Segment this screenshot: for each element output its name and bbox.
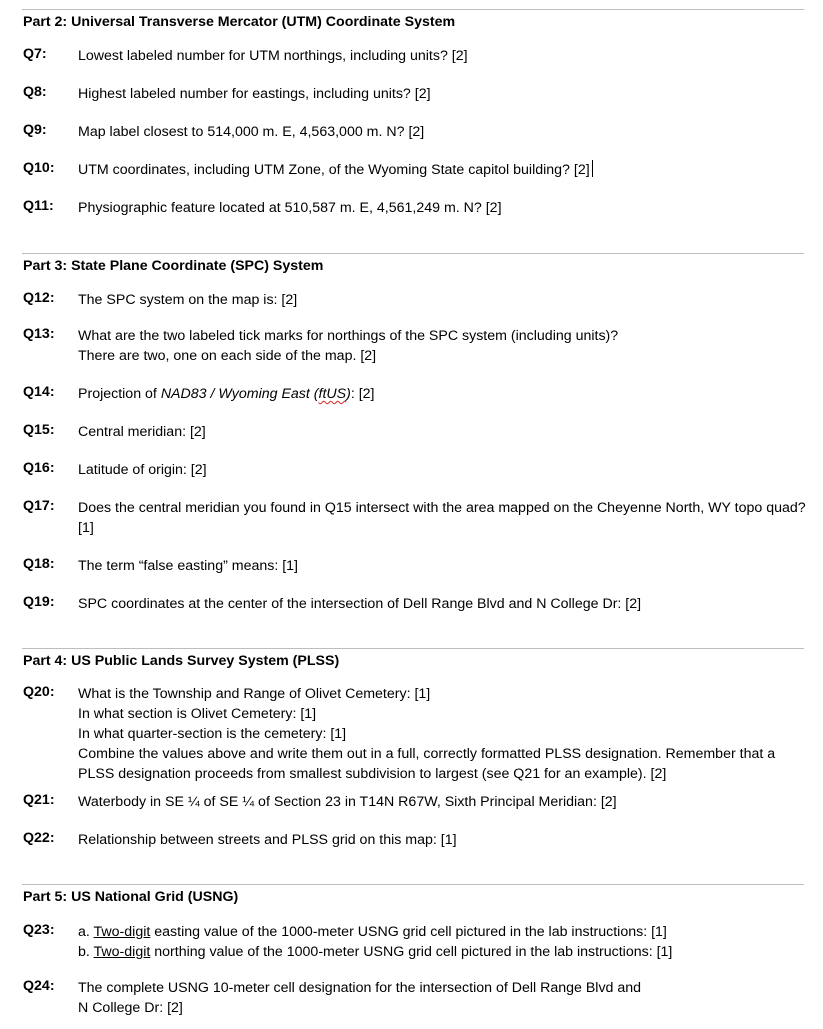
question-text: The term “false easting” means: [1] bbox=[78, 558, 298, 574]
question-part-b: b. Two-digit northing value of the 1000-meter USNG grid cell pictured in the lab instructions: [1] bbox=[78, 944, 673, 960]
projection-name: NAD83 / Wyoming East ( bbox=[160, 386, 319, 402]
question-number: Q22: bbox=[23, 830, 55, 846]
question-text-line1: What is the Township and Range of Olivet Cemetery: [1] bbox=[78, 686, 431, 702]
question-number: Q15: bbox=[23, 422, 55, 438]
question-text: Highest labeled number for eastings, including units? [2] bbox=[78, 86, 431, 102]
question-text: Waterbody in SE ¼ of SE ¼ of Section 23 in T14N R67W, Sixth Principal Meridian: [2] bbox=[78, 794, 617, 810]
question-number: Q12: bbox=[23, 290, 55, 306]
divider-part5 bbox=[22, 884, 804, 885]
question-text: Physiographic feature located at 510,587 m. E, 4,561,249 m. N? [2] bbox=[78, 200, 502, 216]
question-number: Q21: bbox=[23, 792, 55, 808]
question-text: Lowest labeled number for UTM northings, including units? [2] bbox=[78, 48, 468, 64]
question-number: Q8: bbox=[23, 84, 47, 100]
question-text: Does the central meridian you found in Q15 intersect with the area mapped on the Cheyenne North, WY topo quad? [1] bbox=[78, 500, 806, 536]
question-text-line2: N College Dr: [2] bbox=[78, 1000, 183, 1016]
question-text: UTM coordinates, including UTM Zone, of the Wyoming State capitol building? [2] bbox=[78, 162, 590, 178]
underlined-term: Two-digit bbox=[93, 944, 151, 960]
divider-part3 bbox=[22, 253, 804, 254]
question-text: SPC coordinates at the center of the intersection of Dell Range Blvd and N College Dr: [2] bbox=[78, 596, 642, 612]
underlined-term: Two-digit bbox=[93, 924, 151, 940]
question-text-suffix: : [2] bbox=[350, 386, 375, 402]
question-number: Q23: bbox=[23, 922, 55, 938]
question-text-line1: What are the two labeled tick marks for northings of the SPC system (including units)? bbox=[78, 328, 619, 344]
question-text-line2: In what section is Olivet Cemetery: [1] bbox=[78, 706, 317, 722]
question-text: Central meridian: [2] bbox=[78, 424, 206, 440]
question-text-line4: Combine the values above and write them out in a full, correctly formatted PLSS designation. Remember that a PLSS designation proceeds from smallest subdivision to largest (see Q21 for an example). [2] bbox=[78, 746, 776, 782]
question-text: The SPC system on the map is: [2] bbox=[78, 292, 298, 308]
question-text-line1: The complete USNG 10-meter cell designation for the intersection of Dell Range Blvd and bbox=[78, 980, 642, 996]
question-number: Q17: bbox=[23, 498, 55, 514]
divider-part2 bbox=[22, 9, 804, 10]
question-number: Q18: bbox=[23, 556, 55, 572]
part5-heading: Part 5: US National Grid (USNG) bbox=[23, 889, 239, 905]
question-number: Q20: bbox=[23, 684, 55, 700]
question-number: Q10: bbox=[23, 160, 55, 176]
spellcheck-flagged-word: ftUS bbox=[318, 386, 347, 402]
question-text: Relationship between streets and PLSS grid on this map: [1] bbox=[78, 832, 457, 848]
divider-part4 bbox=[22, 648, 804, 649]
question-number: Q13: bbox=[23, 326, 55, 342]
question-number: Q24: bbox=[23, 978, 55, 994]
question-text-line3: In what quarter-section is the cemetery: [1] bbox=[78, 726, 347, 742]
question-text-prefix: Projection of bbox=[78, 386, 161, 402]
question-number: Q19: bbox=[23, 594, 55, 610]
projection-name-close: ) bbox=[346, 386, 351, 402]
question-number: Q14: bbox=[23, 384, 55, 400]
part3-heading: Part 3: State Plane Coordinate (SPC) System bbox=[23, 258, 324, 274]
question-number: Q7: bbox=[23, 46, 47, 62]
question-number: Q11: bbox=[23, 198, 54, 214]
part2-heading: Part 2: Universal Transverse Mercator (UTM) Coordinate System bbox=[23, 14, 456, 30]
question-number: Q16: bbox=[23, 460, 55, 476]
question-text: Latitude of origin: [2] bbox=[78, 462, 207, 478]
question-part-a: a. Two-digit easting value of the 1000-meter USNG grid cell pictured in the lab instructions: [1] bbox=[78, 924, 667, 940]
text-cursor bbox=[592, 160, 593, 177]
question-text: Map label closest to 514,000 m. E, 4,563,000 m. N? [2] bbox=[78, 124, 425, 140]
part4-heading: Part 4: US Public Lands Survey System (PLSS) bbox=[23, 653, 340, 669]
question-text-line2: There are two, one on each side of the map. [2] bbox=[78, 348, 377, 364]
question-number: Q9: bbox=[23, 122, 47, 138]
